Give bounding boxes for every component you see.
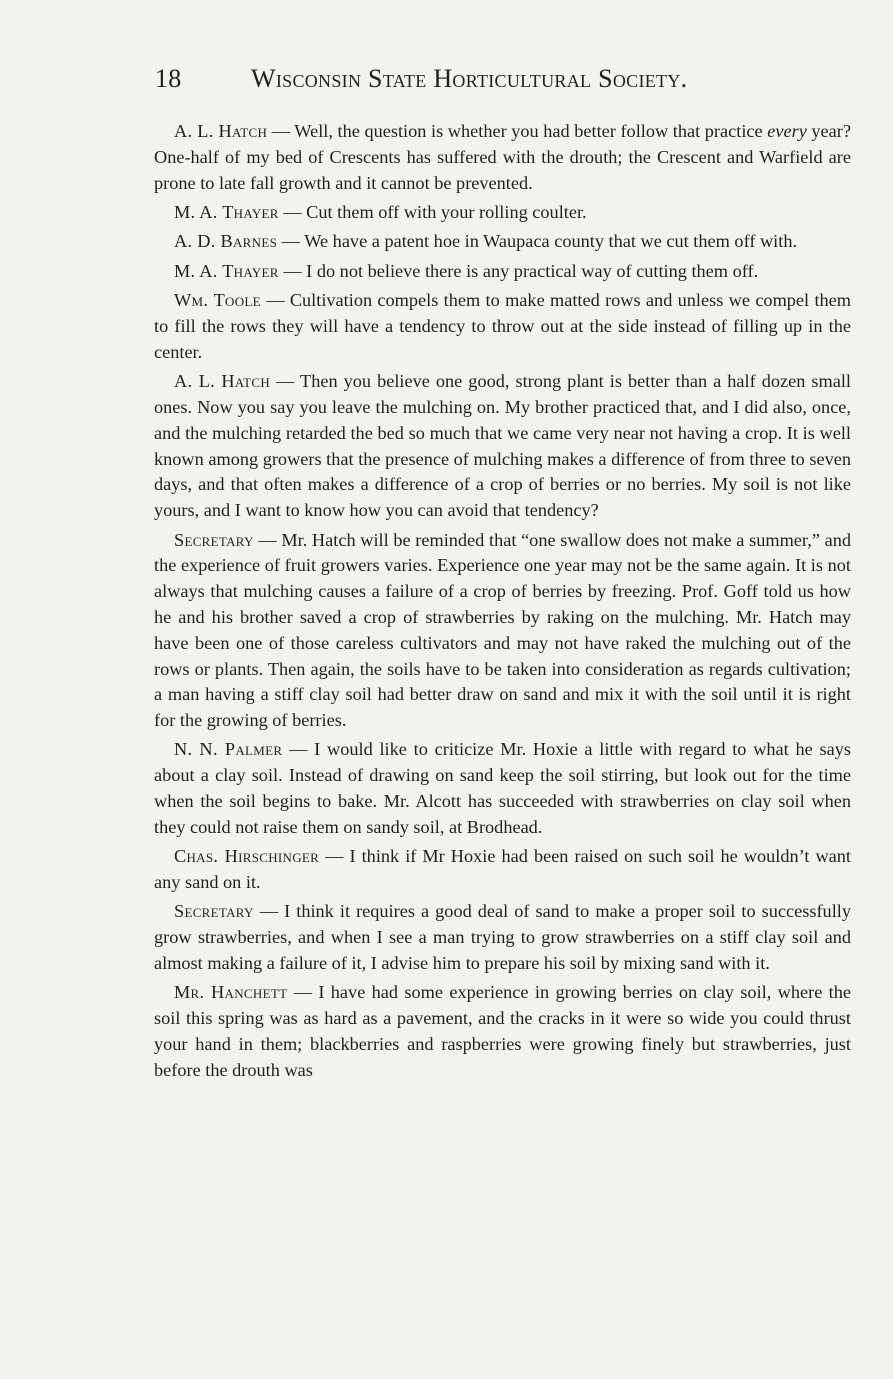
paragraph [154, 288, 851, 365]
paragraph [154, 119, 851, 196]
paragraph [154, 229, 851, 255]
paragraph-text: Cultivation compels them to make matted rows and unless we compel them to fill the rows they will have a tendency to throw out at the side instead of filling up in the center. [154, 290, 851, 362]
paragraph-text: We have a patent hoe in Waupaca county that we cut them off with. [304, 231, 798, 252]
speaker-name: Chas. Hirschinger [174, 846, 320, 867]
paragraph-text: I think if Mr Hoxie had been raised on such soil he wouldn’t want any sand on it. [154, 846, 852, 893]
paragraph-text: I would like to criticize Mr. Hoxie a little with regard to what he says about a clay soil. Instead of drawing on sand keep the soil stirring, but look out for the time when the soil begins to bake. Mr. Alcott has succeeded with strawberries on clay soil when they could not raise them on sandy soil, at Brodhead. [154, 739, 852, 837]
dash-separator: — [277, 231, 305, 252]
paragraph [154, 369, 851, 524]
paragraph [154, 200, 851, 226]
page-number: 18 [155, 64, 182, 93]
page-body [154, 119, 851, 1087]
dash-separator: — [253, 901, 285, 922]
speaker-name: M. A. Thayer [174, 260, 279, 281]
paragraph-text: I do not believe there is any practical way of cutting them off. [306, 260, 759, 281]
speaker-name: M. A. Thayer [174, 201, 279, 222]
paragraph [154, 259, 851, 285]
dash-separator: — [260, 290, 290, 311]
speaker-name: Mr. Hanchett [174, 982, 288, 1003]
paragraph-text: Cut them off with your rolling coulter. [306, 201, 587, 222]
paragraph [154, 737, 851, 840]
paragraph [154, 980, 851, 1083]
paragraph-text: Then you believe one good, strong plant is better than a half dozen small ones. Now you say you leave the mulching on. My brother practiced that, and I did also, once, and the mulching retarded the bed so much that we came very near not having a crop. It is well known among growers that the presence of mulching makes a difference of from three to seven days, and that often makes a difference of a crop of berries or no berries. My soil is not like yours, and I want to know how you can avoid that tendency? [154, 371, 851, 521]
running-title: Wisconsin State Horticultural Society. [251, 64, 688, 93]
speaker-name: Secretary [174, 901, 254, 922]
speaker-name: A. D. Barnes [174, 231, 278, 252]
dash-separator: — [282, 739, 315, 760]
speaker-name: N. N. Palmer [174, 739, 283, 760]
dash-separator: — [278, 201, 307, 222]
dash-separator: — [253, 529, 282, 550]
speaker-name: A. L. Hatch [174, 121, 268, 141]
paragraph-text: Well, the question is whether you had better follow that practice every year? One-half of my bed of Crescents has suffered with the drouth; the Crescent and Warfield are prone to late fall growth and it cannot be prevented. [154, 121, 851, 193]
dash-separator: — [267, 121, 295, 141]
paragraph-text: I think it requires a good deal of sand to make a proper soil to successfully grow strawberries, and when I see a man trying to grow strawberries on a stiff clay soil and almost making a failure of it, I advise him to prepare his soil by mixing sand with it. [154, 901, 851, 974]
speaker-name: Secretary [174, 529, 254, 550]
dash-separator: — [287, 982, 319, 1003]
speaker-name: Wm. Toole [174, 290, 261, 311]
paragraph-text: Mr. Hatch will be reminded that “one swallow does not make a summer,” and the experience of fruit growers varies. Experience one year may not be the same again. It is not always that mulching causes a failure of a crop of berries by freezing. Prof. Goff told us how he and his brother saved a crop of strawberries by raking on the mulching. Mr. Hatch may have been one of those careless cultivators and may not have raked the mulching out of the rows or plants. Then again, the soils have to be taken into consideration as regards cultivation; a man having a stiff clay soil had better draw on sand and mix it with the soil until it is right for the growing of berries. [154, 529, 852, 731]
paragraph [154, 528, 851, 734]
dash-separator: — [278, 260, 307, 281]
running-header [155, 64, 855, 98]
paragraph [154, 844, 851, 896]
paragraph-text: I have had some experience in growing berries on clay soil, where the soil this spring was as hard as a pavement, and the cracks in it were so wide you could thrust your hand in them; blackberries and raspberries were growing finely but strawberries, just before the drouth was [154, 982, 852, 1080]
dash-separator: — [319, 846, 350, 867]
dash-separator: — [270, 371, 301, 392]
paragraph [154, 899, 851, 976]
speaker-name: A. L. Hatch [174, 371, 271, 392]
